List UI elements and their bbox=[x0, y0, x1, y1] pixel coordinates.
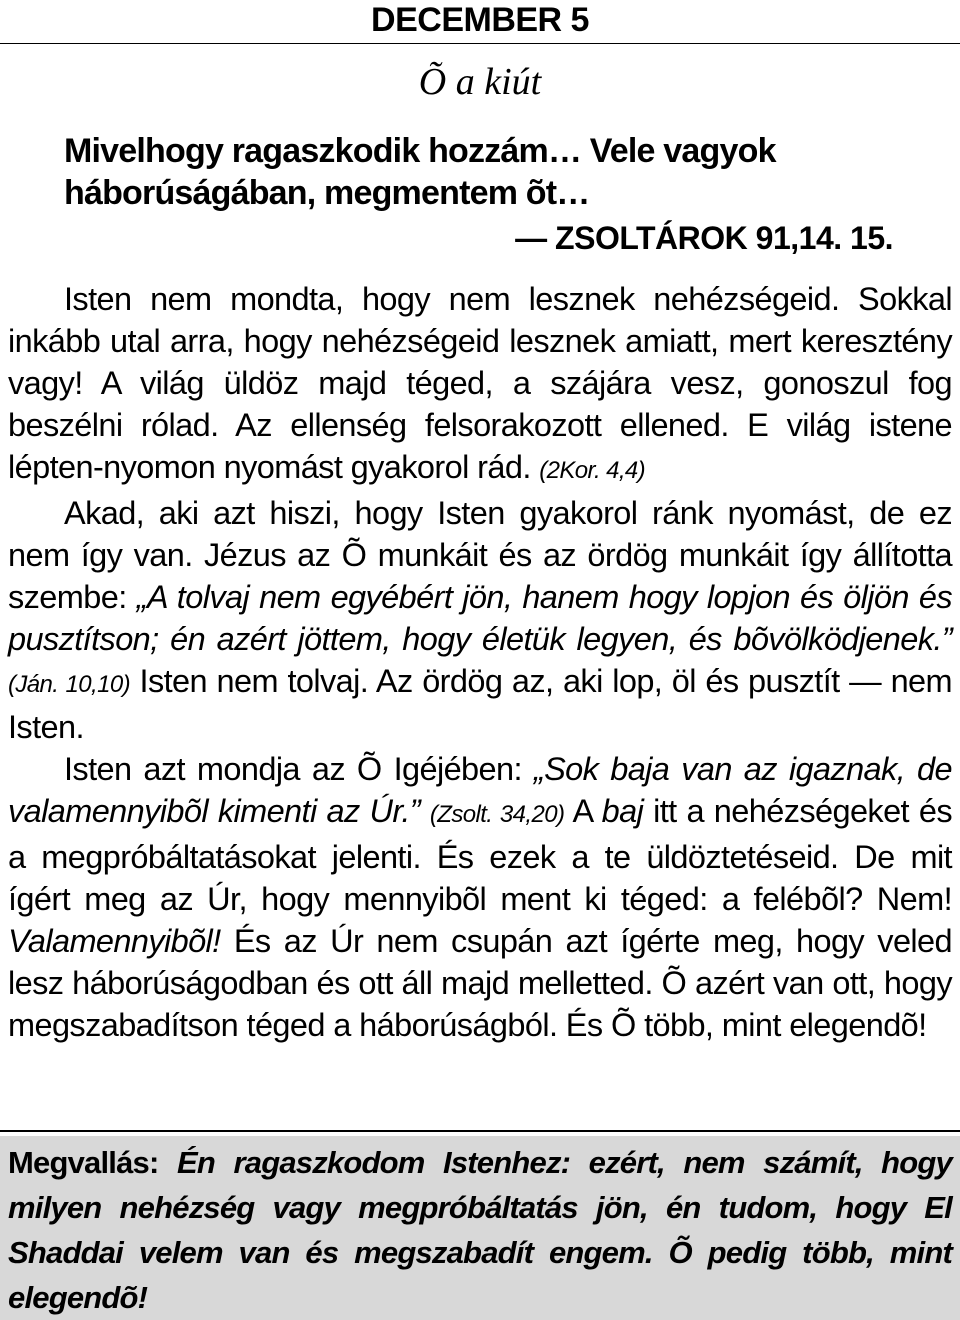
verse-line-1: Mivelhogy ragaszkodik hozzám… Vele vagyok bbox=[64, 132, 776, 170]
paragraph-text: Isten azt mondja az Õ Igéjében: bbox=[64, 751, 534, 787]
confession-divider bbox=[0, 1130, 960, 1132]
verse-line-2: háborúságában, megmentem õt… bbox=[64, 174, 590, 212]
page-title: Õ a kiút bbox=[418, 61, 542, 103]
paragraph-1 bbox=[8, 278, 952, 492]
paragraph-3 bbox=[8, 748, 952, 1046]
paragraph-text: Isten nem tolvaj. Az ördög az, aki lop, öl és pusztít — nem Isten. bbox=[8, 663, 952, 745]
scripture-reference: (2Kor. 4,4) bbox=[539, 457, 646, 484]
paragraph-text: itt a nehézségeket és a megpróbáltatásokat jelenti. És ezek a te üldöztetéseid. De mit ígért meg az Úr, hogy mennyibõl ment ki téged: a felébõl? Nem! bbox=[8, 793, 952, 917]
scripture-quote: „Sok baja van az igaznak, de valamennyibõl kimenti az Úr.” bbox=[8, 751, 953, 829]
devotional-body bbox=[8, 278, 952, 1046]
confession-text bbox=[8, 1140, 952, 1320]
confession-statement: Én ragaszkodom Istenhez: ezért, nem számít, hogy milyen nehézség vagy megpróbáltatás jön, én tudom, hogy El Shaddai velem van és megszabadít engem. Õ pedig több, mint elegendõ! bbox=[8, 1145, 952, 1315]
emphasis-word: baj bbox=[601, 793, 644, 829]
paragraph-text: Akad, aki azt hiszi, hogy Isten gyakorol ránk nyomást, de ez nem így van. Jézus az Õ munkáit és az ördög munkáit így állította szembe: bbox=[8, 495, 952, 615]
paragraph-2 bbox=[8, 492, 952, 748]
paragraph-text: És az Úr nem csupán azt ígérte meg, hogy veled lesz háborúságodban és ott áll majd melletted. Õ azért van ott, hogy megszabadítson téged a háborúságból. És Õ több, mint elegendõ! bbox=[8, 923, 952, 1043]
page-date: DECEMBER 5 bbox=[371, 1, 589, 39]
header-divider bbox=[0, 43, 960, 44]
paragraph-text: Isten nem mondta, hogy nem lesznek nehézségeid. Sokkal inkább utal arra, hogy nehézségeid lesznek amiatt, mert keresztény vagy! A világ üldöz majd téged, a szájára vesz, gonoszul fog beszélni rólad. Az ellenség felsorakozott ellened. E világ istene lépten-nyomon nyomást gyakorol rád. bbox=[8, 281, 952, 485]
verse-reference: — ZSOLTÁROK 91,14. 15. bbox=[515, 220, 893, 256]
scripture-reference: (Zsolt. 34,20) bbox=[429, 801, 565, 828]
scripture-reference: (Ján. 10,10) bbox=[8, 671, 130, 698]
scripture-quote: „A tolvaj nem egyébért jön, hanem hogy lopjon és öljön és pusztítson; én azért jöttem, hogy életük legyen, és bõvölködjenek.” bbox=[8, 579, 953, 657]
confession-label: Megvallás: bbox=[8, 1145, 177, 1180]
scripture-verse bbox=[64, 130, 894, 214]
paragraph-text: A bbox=[564, 793, 602, 829]
emphasis-word: Valamennyibõl! bbox=[8, 923, 221, 959]
